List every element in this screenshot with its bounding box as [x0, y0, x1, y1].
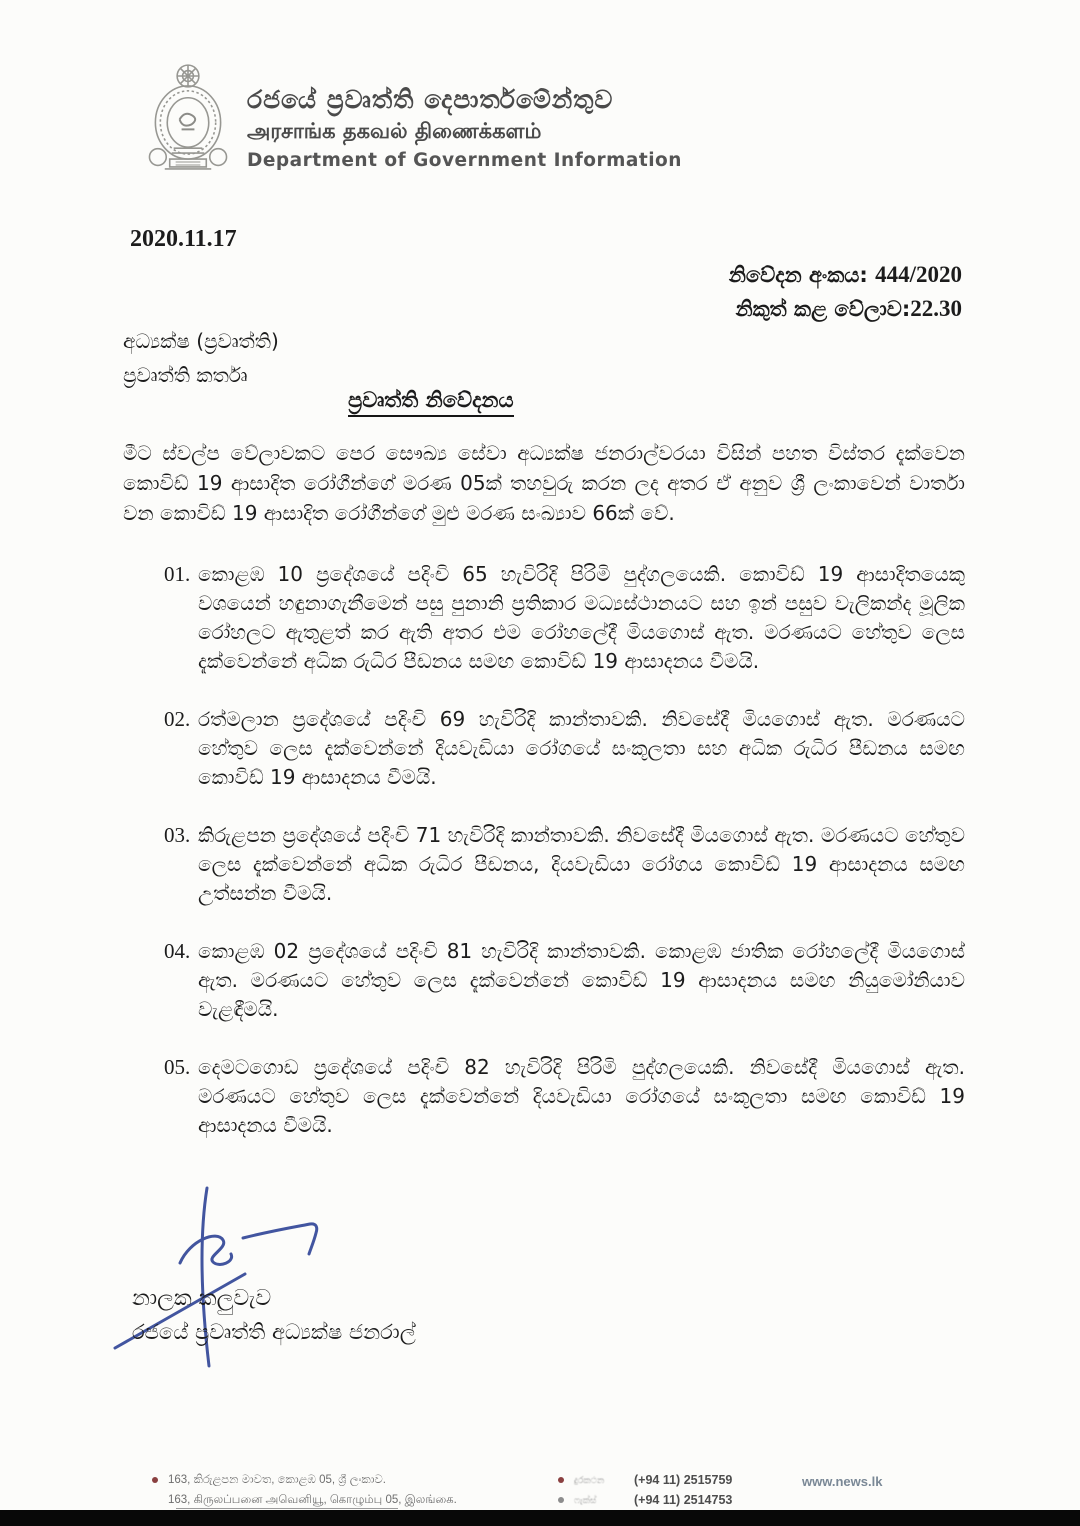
- fax-bullet-icon: [558, 1497, 564, 1503]
- death-report-item: [164, 560, 965, 676]
- item-number: 03.: [164, 823, 191, 847]
- item-number: 04.: [164, 939, 191, 963]
- phone-number: (+94 11) 2515759: [634, 1473, 733, 1487]
- footer: [0, 1464, 1080, 1512]
- sri-lanka-emblem-icon: [146, 62, 230, 176]
- fax-label: ෆැක්ස්: [574, 1495, 597, 1505]
- death-report-item: [164, 937, 965, 1024]
- dept-name-english: Department of Government Information: [247, 149, 682, 171]
- footer-underline: [176, 1508, 398, 1509]
- item-text: කොළඹ 02 ප්‍රදේශයේ පදිංචි 81 හැවිරිදි කාන්තාවකි. කොළඹ ජාතික රෝහලේදී මියගොස් ඇත. මරණයට හේතුව ලෙස දැක්වෙන්නේ කොවිඩ් 19 ආසාදනය සමඟ නියුමෝනියාව වැළඳීමයි.: [198, 939, 965, 1021]
- website-text: www.news.lk: [802, 1474, 883, 1489]
- issued-time-label: නිකුත් කළ වේලාව:: [735, 297, 911, 321]
- release-number-value: 444/2020: [875, 262, 962, 287]
- scan-edge-bar: [0, 1510, 1080, 1526]
- letterhead: [247, 84, 682, 172]
- footer-contact-block: [558, 1470, 732, 1510]
- release-number-row: [729, 258, 962, 292]
- addressee-line-2: ප්‍රවෘත්ති කර්තෘ: [123, 363, 248, 387]
- release-number-label: නිවේදන අංකය:: [728, 263, 876, 287]
- phone-label: දුරකථන: [574, 1475, 605, 1485]
- address-bullet-icon: [152, 1477, 158, 1483]
- item-text: දෙමටගොඩ ප්‍රදේශයේ පදිංචි 82 හැවිරිදි පිරිමි පුද්ගලයෙකි. නිවසේදී මියගොස් ඇත. මරණයට හේතුව ලෙස දැක්වෙන්නේ දියවැඩියා රෝගයේ සංකූලතා සමඟ කොවිඩ් 19 ආසාදනය වීමයි.: [198, 1055, 965, 1137]
- reference-block: [729, 258, 962, 326]
- address-sinhala: 163, කිරුළපන මාවත, කොළඹ 05, ශ්‍රී ලංකාව.: [168, 1474, 386, 1486]
- footer-address-block: [152, 1470, 457, 1510]
- item-number: 02.: [164, 707, 191, 731]
- address-tamil: 163, கிருலப்பனை அவெனியூ, கொழும்பு 05, இலங்கை.: [168, 1494, 457, 1506]
- addressee-line-1: අධ්‍යක්ෂ (ප්‍රවෘත්ති): [123, 329, 279, 353]
- addressee-block: [123, 324, 279, 392]
- death-report-item: [164, 1053, 965, 1140]
- item-number: 05.: [164, 1055, 191, 1079]
- death-report-item: [164, 821, 965, 908]
- intro-paragraph: මීට ස්වල්ප වේලාවකට පෙර සෞඛ්‍ය සේවා අධ්‍යක්ෂ ජනරාල්වරයා විසින් පහත විස්තර දැක්වෙන කොවිඩ් 19 ආසාදිත රෝගීන්ගේ මරණ 05ක් තහවුරු කරන ලද අතර ඒ අනුව ශ්‍රී ලංකාවෙන් වාර්තා වන කොවිඩ් 19 ආසාදිත රෝගීන්ගේ මුළු මරණ සංඛ්‍යාව 66ක් වේ.: [123, 441, 965, 525]
- dept-name-sinhala: රජයේ ප්‍රවෘත්ති දෙපාර්තමේන්තුව: [247, 85, 614, 114]
- item-number: 01.: [164, 562, 191, 586]
- item-text: කිරුළපන ප්‍රදේශයේ පදිංචි 71 හැවිරිදි කාන්තාවකි. නිවසේදී මියගොස් ඇත. මරණයට හේතුව ලෙස දැක්වෙන්නේ අධික රුධිර පීඩනය, දියවැඩියා රෝගය කොවිඩ් 19 ආසාදනය සමඟ උත්සන්න වීමයි.: [198, 823, 965, 905]
- issued-time-value: 22.30: [910, 296, 962, 321]
- document-date: 2020.11.17: [130, 226, 237, 252]
- death-report-item: [164, 705, 965, 792]
- death-report-list: [164, 560, 965, 1169]
- item-text: කොළඹ 10 ප්‍රදේශයේ පදිංචි 65 හැවිරිදි පිරිමි පුද්ගලයෙකි. කොවිඩ් 19 ආසාදිතයෙකු වශයෙන් හඳුනාගැනීමෙන් පසු පුනානි ප්‍රතිකාර මධ්‍යස්ථානයට සහ ඉන් පසුව වැලිකන්ද මූලික රෝහලට ඇතුළත් කර ඇති අතර එම රෝහලේදී මියගොස් ඇත. මරණයට හේතුව ලෙස දැක්වෙන්නේ අධික රුධිර පීඩනය සමඟ කොවිඩ් 19 ආසාදනය වීමයි.: [198, 562, 965, 673]
- dept-name-tamil: அரசாங்க தகவல் திணைக்களம்: [247, 119, 542, 144]
- signatory-title: රජයේ ප්‍රවෘත්ති අධ්‍යක්ෂ ජනරාල්: [132, 1320, 416, 1344]
- phone-bullet-icon: [558, 1477, 564, 1483]
- issued-time-row: [729, 292, 962, 326]
- signatory-name: නාලක කලුවැව: [132, 1286, 272, 1311]
- press-release-title: ප්‍රවෘත්ති නිවේදනය: [348, 388, 514, 417]
- fax-number: (+94 11) 2514753: [634, 1493, 733, 1507]
- item-text: රත්මලාන ප්‍රදේශයේ පදිංචි 69 හැවිරිදි කාන්තාවකි. නිවසේදී මියගොස් ඇත. මරණයට හේතුව ලෙස දැක්වෙන්නේ දියවැඩියා රෝගයේ සංකූලතා සහ අධික රුධිර පීඩනය සමඟ කොවිඩ් 19 ආසාදනය වීමයි.: [198, 707, 965, 789]
